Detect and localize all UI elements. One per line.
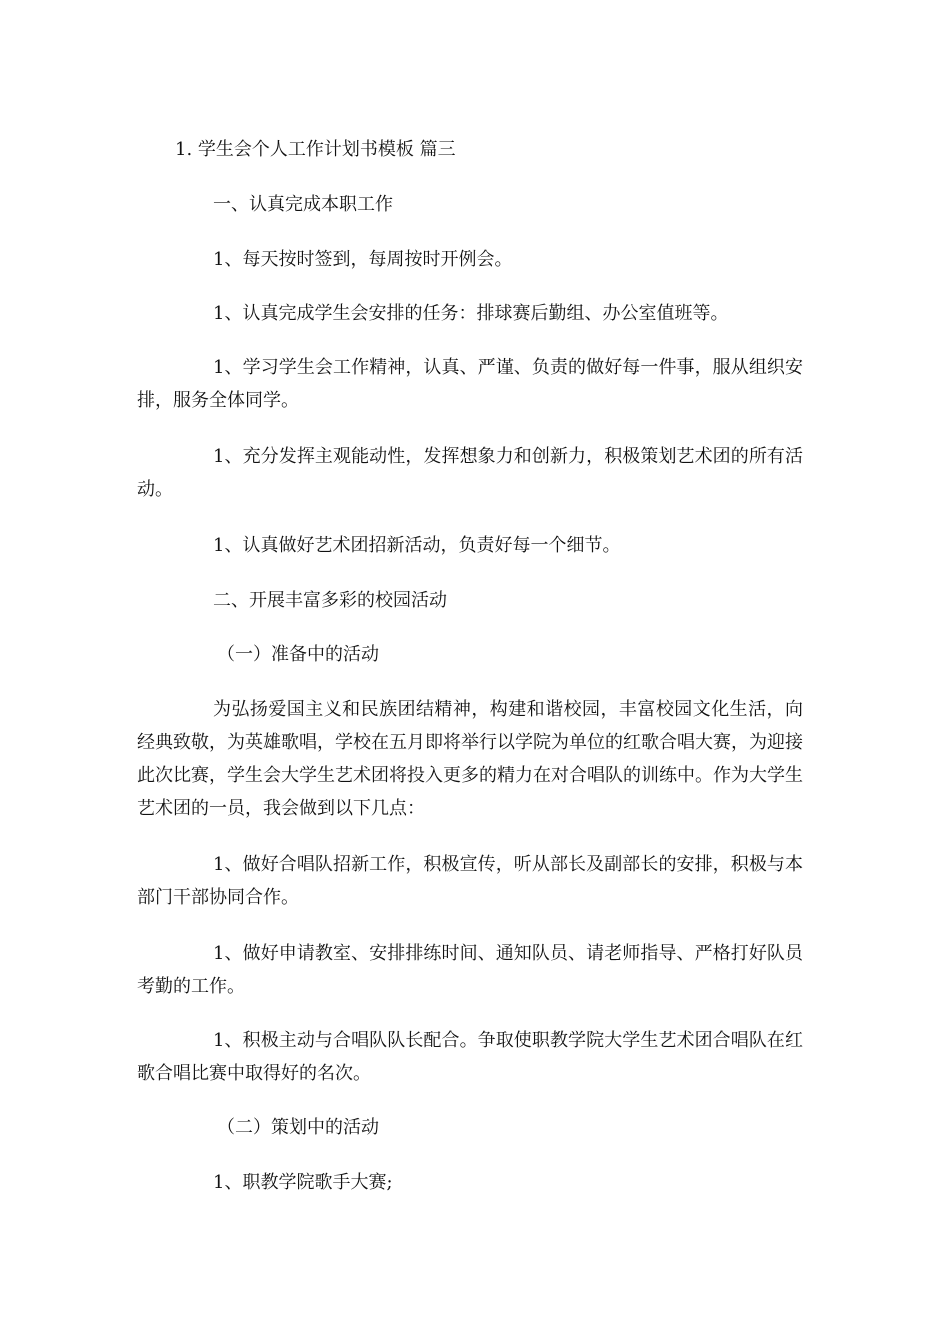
section-heading-2: 二、开展丰富多彩的校园活动 — [213, 590, 447, 611]
paragraph-3: 1、学习学生会工作精神，认真、严谨、负责的做好每一件事，服从组织安排，服务全体同学。 — [137, 357, 803, 411]
subsection-heading-1: （一）准备中的活动 — [217, 644, 379, 665]
paragraph-8: 1、做好申请教室、安排排练时间、通知队员、请老师指导、严格打好队员考勤的工作。 — [137, 943, 803, 997]
paragraph-7: 1、做好合唱队招新工作，积极宣传，听从部长及副部长的安排，积极与本部门干部协同合作。 — [137, 854, 803, 908]
paragraph-6: 为弘扬爱国主义和民族团结精神，构建和谐校园，丰富校园文化生活，向经典致敬，为英雄歌唱，学校在五月即将举行以学院为单位的红歌合唱大赛，为迎接此次比赛，学生会大学生艺术团将投入更多的精力在对合唱队的训练中。作为大学生艺术团的一员，我会做到以下几点： — [137, 699, 803, 819]
paragraph-1: 1、每天按时签到，每周按时开例会。 — [213, 249, 513, 270]
section-heading-1: 一、认真完成本职工作 — [213, 194, 393, 215]
paragraph-10: 1、职教学院歌手大赛; — [213, 1172, 393, 1193]
paragraph-4: 1、充分发挥主观能动性，发挥想象力和创新力，积极策划艺术团的所有活动。 — [137, 446, 803, 500]
paragraph-2: 1、认真完成学生会安排的任务：排球赛后勤组、办公室值班等。 — [213, 303, 729, 324]
paragraph-5: 1、认真做好艺术团招新活动，负责好每一个细节。 — [213, 535, 621, 556]
document-title: 1. 学生会个人工作计划书模板 篇三 — [175, 139, 456, 160]
paragraph-9: 1、积极主动与合唱队队长配合。争取使职教学院大学生艺术团合唱队在红歌合唱比赛中取得好的名次。 — [137, 1030, 803, 1084]
subsection-heading-2: （二）策划中的活动 — [217, 1117, 379, 1138]
